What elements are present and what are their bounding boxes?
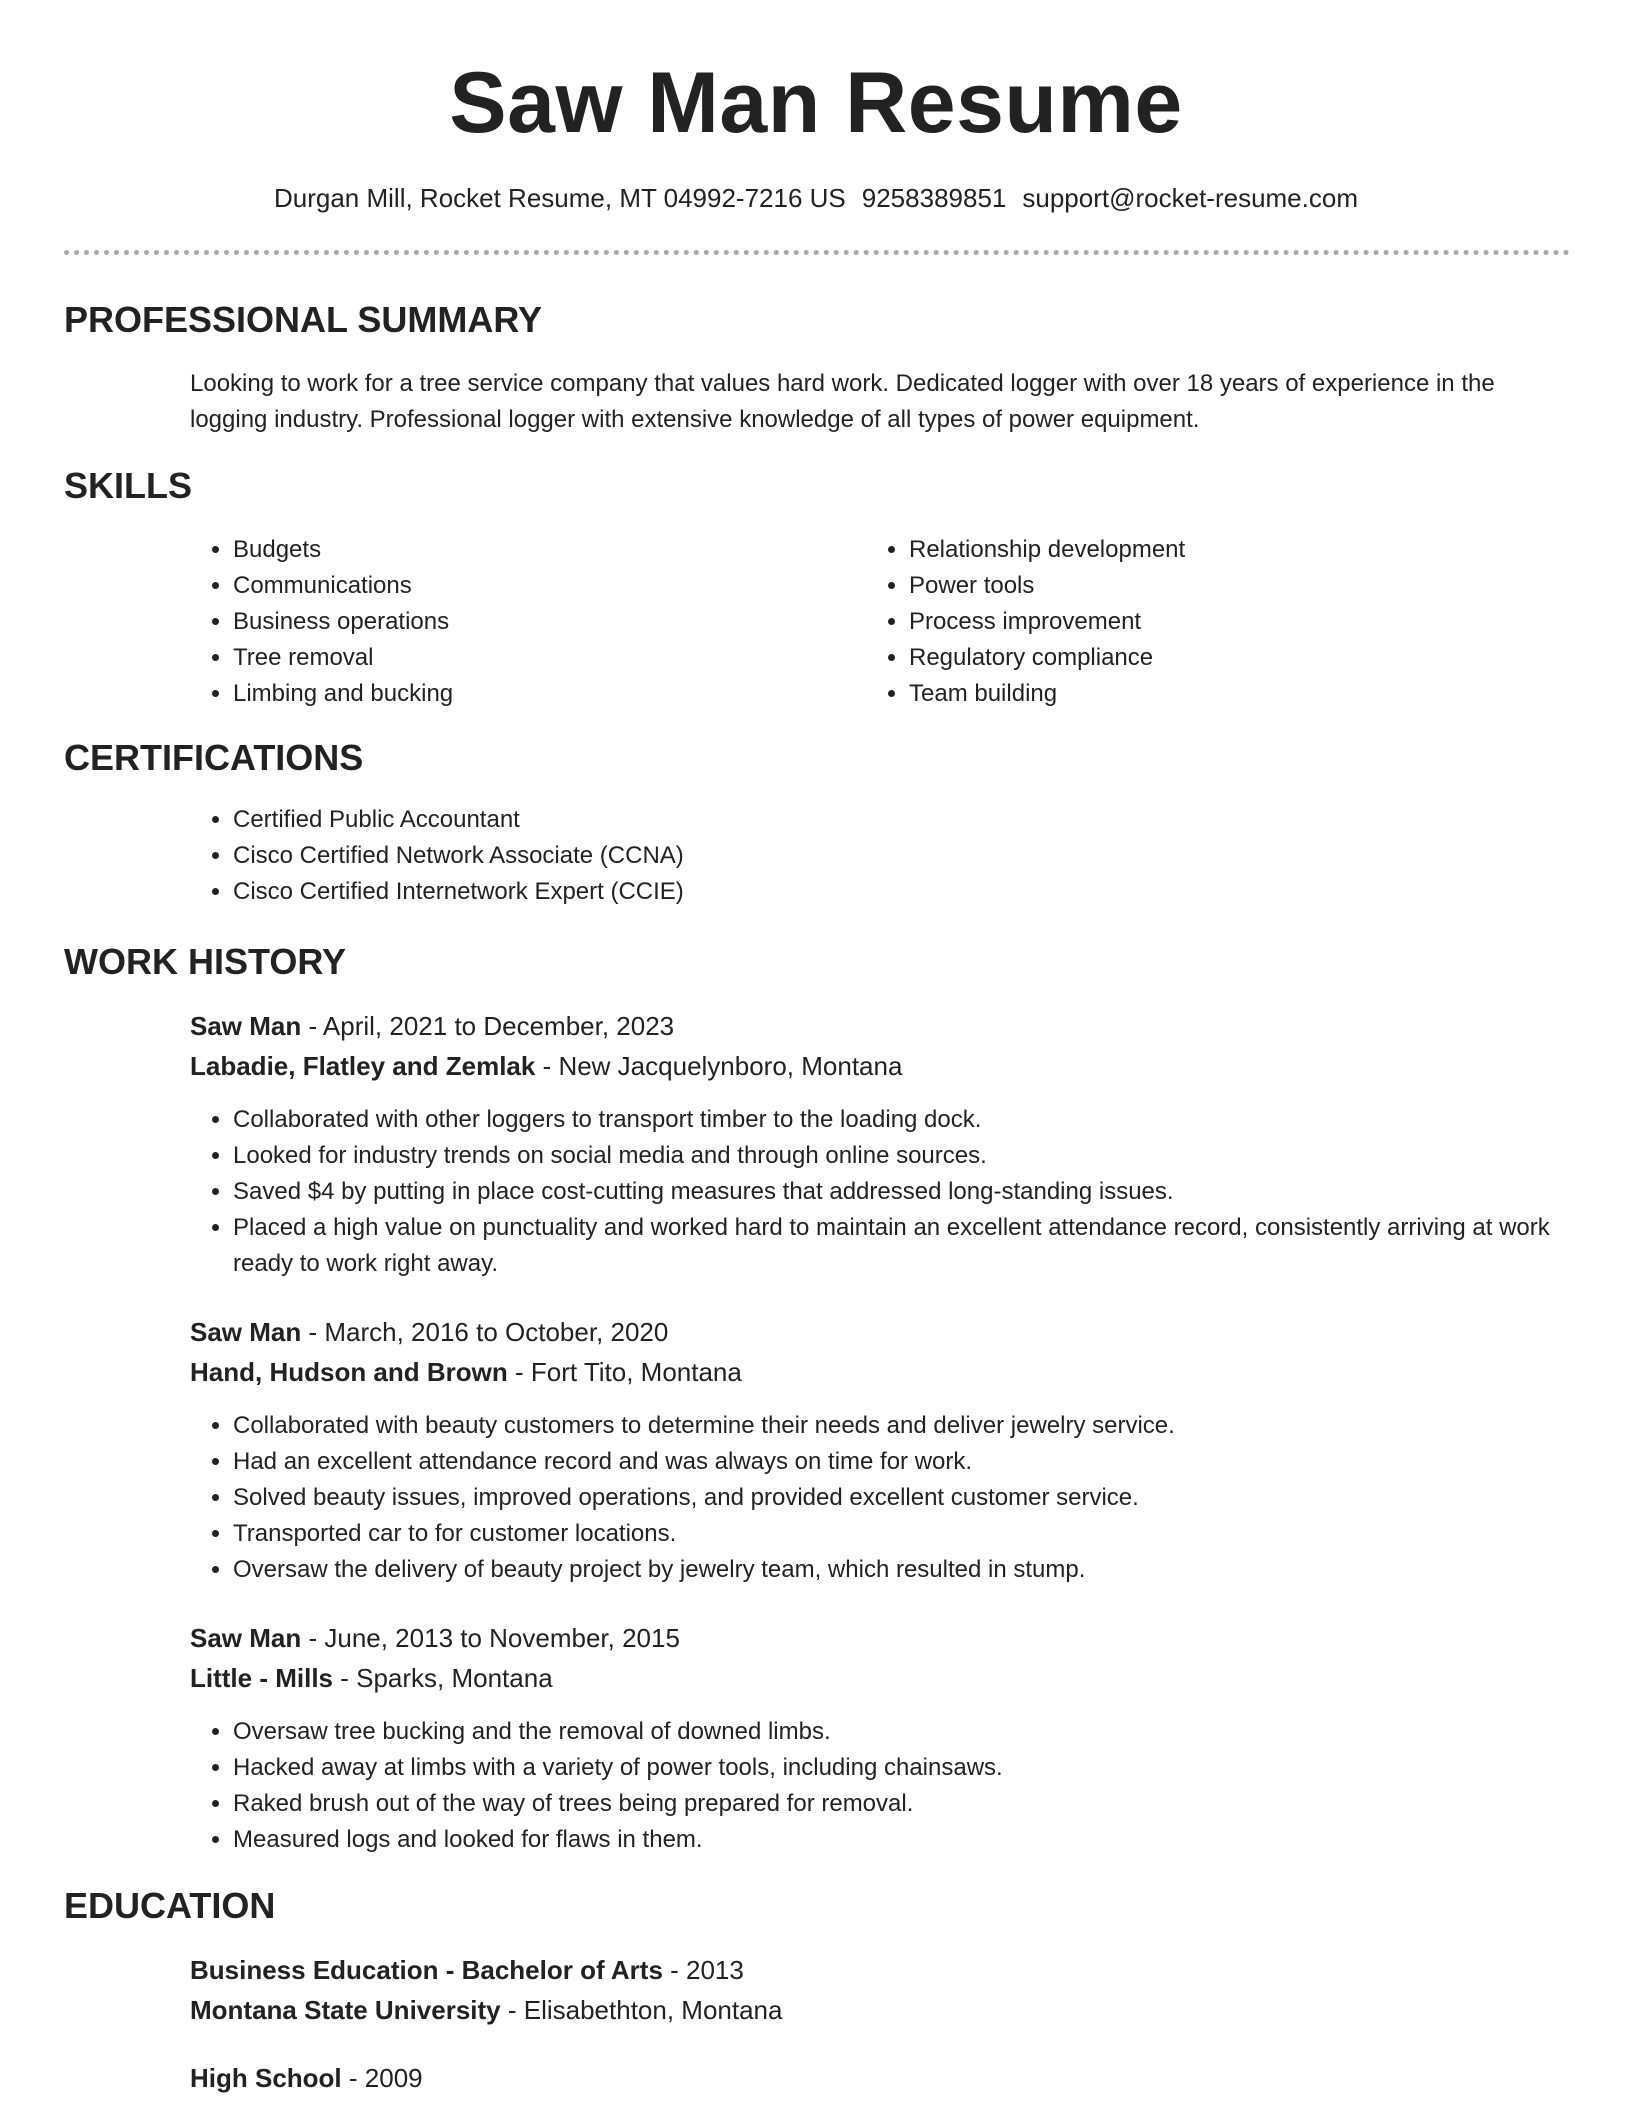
- education-year: - 2013: [662, 1955, 744, 1985]
- certifications-list: [190, 802, 1533, 910]
- education-year: - 2009: [341, 2063, 423, 2093]
- list-item: • Measured logs and looked for flaws in them.: [233, 1822, 1603, 1858]
- list-item: • Cisco Certified Network Associate (CCNA): [233, 838, 1533, 874]
- section-title-summary: PROFESSIONAL SUMMARY: [64, 299, 543, 340]
- job-company: Little - Mills: [190, 1663, 333, 1693]
- list-item: • Power tools: [909, 568, 1509, 604]
- job-dates: - June, 2013 to November, 2015: [301, 1623, 680, 1653]
- job-location: - Sparks, Montana: [333, 1663, 553, 1693]
- job-dates: - April, 2021 to December, 2023: [301, 1011, 675, 1041]
- job-role: Saw Man: [190, 1011, 302, 1041]
- job-company: Labadie, Flatley and Zemlak: [190, 1051, 536, 1081]
- section-title-education: EDUCATION: [64, 1885, 276, 1926]
- job-2-role-line: [190, 1314, 668, 1350]
- job-company: Hand, Hudson and Brown: [190, 1357, 508, 1387]
- education-degree: High School: [190, 2063, 342, 2093]
- job-2-bullets: [190, 1408, 1603, 1588]
- education-1-school-line: [190, 1992, 782, 2028]
- list-item: • Limbing and bucking: [233, 676, 833, 712]
- skills-list-left: [190, 532, 833, 712]
- education-location: - Elisabethton, Montana: [500, 1995, 783, 2025]
- job-2-company-line: [190, 1354, 742, 1390]
- list-item: • Had an excellent attendance record and was always on time for work.: [233, 1444, 1603, 1480]
- list-item: • Budgets: [233, 532, 833, 568]
- list-item: • Placed a high value on punctuality and worked hard to maintain an excellent attendance record, consistently arriving at work ready to work right away.: [233, 1210, 1603, 1282]
- summary-text: Looking to work for a tree service company that values hard work. Dedicated logger with over 18 years of experience in the logging industry. Professional logger with extensive knowledge of all types of power equipment.: [190, 370, 1495, 433]
- list-item: • Regulatory compliance: [909, 640, 1509, 676]
- education-2-degree-line: [190, 2060, 423, 2096]
- list-item: • Communications: [233, 568, 833, 604]
- education-1-degree-line: [190, 1952, 744, 1988]
- list-item: • Relationship development: [909, 532, 1509, 568]
- job-role: Saw Man: [190, 1317, 302, 1347]
- section-title-certifications: CERTIFICATIONS: [64, 737, 364, 778]
- skills-list-right: [866, 532, 1509, 712]
- list-item: • Raked brush out of the way of trees being prepared for removal.: [233, 1786, 1603, 1822]
- list-item: • Saved $4 by putting in place cost-cutting measures that addressed long-standing issues.: [233, 1174, 1603, 1210]
- contact-address: Durgan Mill, Rocket Resume, MT 04992-7216 US: [273, 183, 846, 213]
- contact-phone: 9258389851: [861, 183, 1007, 213]
- list-item: • Transported car to for customer locations.: [233, 1516, 1603, 1552]
- list-item: • Oversaw tree bucking and the removal of downed limbs.: [233, 1714, 1603, 1750]
- header-divider: [64, 250, 1570, 255]
- list-item: • Looked for industry trends on social media and through online sources.: [233, 1138, 1603, 1174]
- list-item: • Collaborated with beauty customers to determine their needs and deliver jewelry service.: [233, 1408, 1603, 1444]
- list-item: • Tree removal: [233, 640, 833, 676]
- list-item: • Process improvement: [909, 604, 1509, 640]
- job-location: - Fort Tito, Montana: [507, 1357, 742, 1387]
- contact-line: [0, 180, 1632, 216]
- job-dates: - March, 2016 to October, 2020: [301, 1317, 669, 1347]
- job-3-bullets: [190, 1714, 1603, 1858]
- list-item: • Hacked away at limbs with a variety of power tools, including chainsaws.: [233, 1750, 1603, 1786]
- list-item: • Business operations: [233, 604, 833, 640]
- resume-title: Saw Man Resume: [449, 55, 1183, 151]
- job-1-role-line: [190, 1008, 674, 1044]
- job-role: Saw Man: [190, 1623, 302, 1653]
- education-degree: Business Education - Bachelor of Arts: [190, 1955, 663, 1985]
- job-1-company-line: [190, 1048, 902, 1084]
- list-item: • Solved beauty issues, improved operations, and provided excellent customer service.: [233, 1480, 1603, 1516]
- list-item: • Oversaw the delivery of beauty project by jewelry team, which resulted in stump.: [233, 1552, 1603, 1588]
- job-location: - New Jacquelynboro, Montana: [535, 1051, 903, 1081]
- section-title-work-history: WORK HISTORY: [64, 941, 347, 982]
- list-item: • Collaborated with other loggers to transport timber to the loading dock.: [233, 1102, 1603, 1138]
- list-item: • Certified Public Accountant: [233, 802, 1533, 838]
- job-3-role-line: [190, 1620, 680, 1656]
- job-1-bullets: [190, 1102, 1603, 1282]
- list-item: • Team building: [909, 676, 1509, 712]
- job-3-company-line: [190, 1660, 553, 1696]
- list-item: • Cisco Certified Internetwork Expert (CCIE): [233, 874, 1533, 910]
- contact-email: support@rocket-resume.com: [1022, 183, 1358, 213]
- education-school: Montana State University: [190, 1995, 501, 2025]
- section-title-skills: SKILLS: [64, 465, 193, 506]
